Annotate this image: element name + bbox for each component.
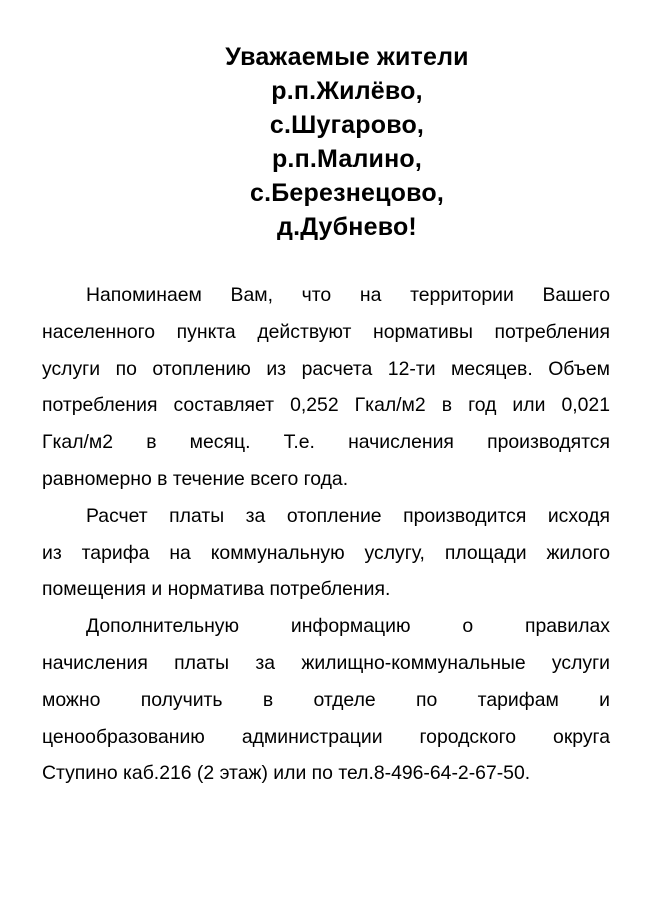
- paragraph-line: потребления составляет 0,252 Гкал/м2 в год или 0,021: [42, 394, 610, 417]
- paragraph-line: Гкал/м2 в месяц. Т.е. начисления производятся: [42, 431, 610, 454]
- heading-line: д.Дубнево!: [277, 213, 417, 241]
- paragraph-line: помещения и норматива потребления.: [42, 578, 391, 601]
- paragraph-line: Ступино каб.216 (2 этаж) или по тел.8-496-64-2-67-50.: [42, 762, 531, 785]
- paragraph-line: населенного пункта действуют нормативы потребления: [42, 320, 610, 343]
- paragraph-payment-calculation: [42, 498, 610, 608]
- heading-line: с.Березнецово,: [249, 179, 445, 207]
- paragraph-contact-info: [42, 608, 610, 792]
- paragraph-heating-norms: [42, 277, 610, 498]
- heading-line: Уважаемые жители: [225, 43, 469, 71]
- paragraph-line: равномерно в течение всего года.: [42, 467, 349, 490]
- notice-body: [42, 277, 610, 792]
- notice-heading: [40, 40, 610, 244]
- heading-line: с.Шугарово,: [269, 111, 425, 139]
- paragraph-line: можно получить в отделе по тарифам и: [42, 688, 610, 711]
- paragraph-line: начисления платы за жилищно-коммунальные услуги: [42, 651, 610, 674]
- paragraph-line: Напоминаем Вам, что на территории Вашего: [86, 284, 610, 306]
- heading-line: р.п.Малино,: [271, 145, 423, 173]
- paragraph-line: Расчет платы за отопление производится исходя: [86, 504, 610, 527]
- paragraph-line: Дополнительную информацию о правилах: [86, 615, 610, 638]
- paragraph-line: услуги по отоплению из расчета 12-ти месяцев. Объем: [42, 357, 610, 380]
- heading-line: р.п.Жилёво,: [271, 77, 423, 105]
- paragraph-line: ценообразованию администрации городского округа: [42, 725, 610, 748]
- paragraph-line: из тарифа на коммунальную услугу, площади жилого: [42, 541, 610, 564]
